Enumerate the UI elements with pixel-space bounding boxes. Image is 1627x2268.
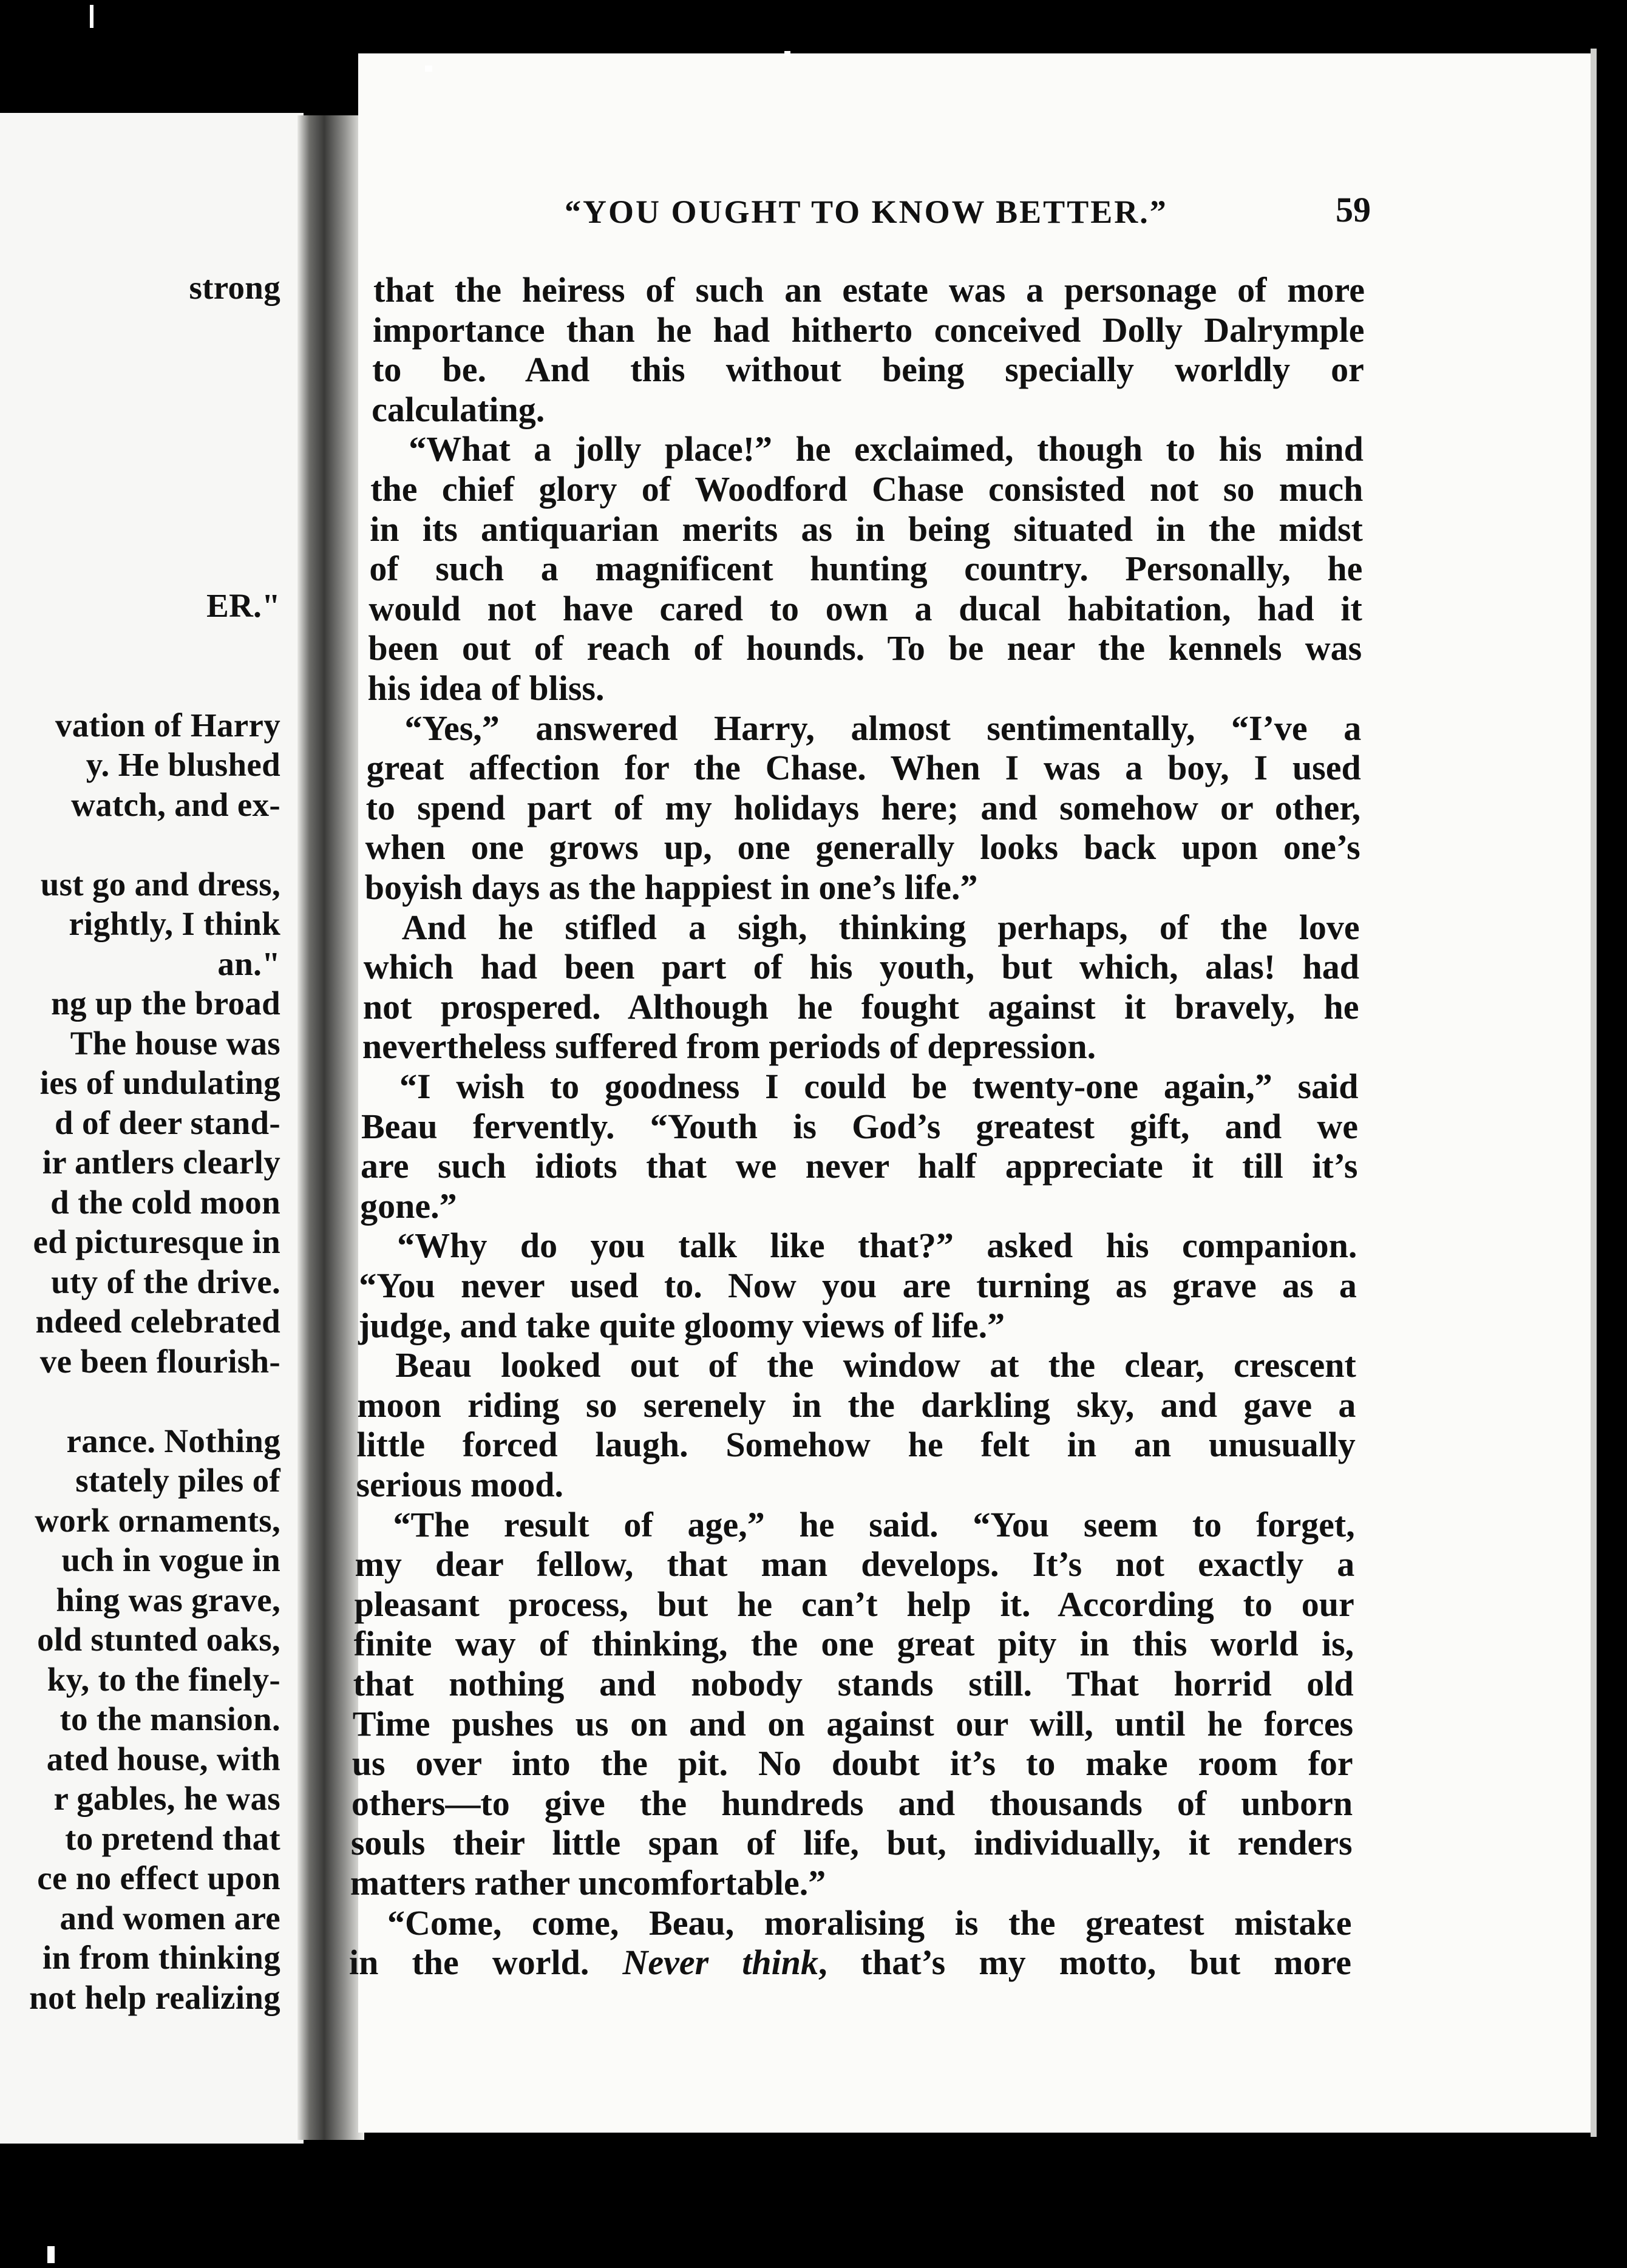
previous-page-line: strong [189, 269, 280, 306]
previous-page-line: and women are [59, 1899, 280, 1937]
scan-speck [425, 66, 432, 72]
scan-speck [90, 5, 93, 28]
body-text-line: matters rather uncomfortable.” [350, 1863, 826, 1903]
previous-page-line: ndeed celebrated [35, 1303, 280, 1340]
body-text-line: others—to give the hundreds and thousands of unborn [351, 1783, 1353, 1823]
body-text-line: to be. And this without being specially worldly or [372, 350, 1364, 390]
body-text-line: pleasant process, but he can’t help it. According to our [354, 1584, 1354, 1624]
previous-page-line: ce no effect upon [37, 1859, 280, 1896]
previous-page-line: ir antlers clearly [42, 1144, 280, 1181]
page-number: 59 [1336, 190, 1371, 229]
italic-phrase: Never think [622, 1943, 819, 1983]
body-text-line: would not have cared to own a ducal habitation, had it [369, 588, 1362, 628]
previous-page-line: rightly, I think [69, 905, 280, 942]
body-text-line: are such idiots that we never half appreciate it till it’s [361, 1146, 1358, 1186]
previous-page-line: y. He blushed [86, 746, 280, 783]
previous-page-line: uch in vogue in [61, 1541, 280, 1578]
body-text-line: which had been part of his youth, but which, alas! had [363, 947, 1360, 987]
body-text-line: “The result of age,” he said. “You seem to forget, [393, 1504, 1355, 1544]
body-text-line: of such a magnificent hunting country. Personally, he [369, 549, 1363, 589]
previous-page-line: ky, to the finely- [47, 1660, 280, 1698]
previous-page-line: to pretend that [65, 1819, 280, 1857]
previous-page-line: ng up the broad [51, 985, 280, 1022]
previous-page-line: d the cold moon [50, 1183, 280, 1221]
previous-page-line: vation of Harry [55, 706, 280, 744]
previous-page-line: ed picturesque in [33, 1223, 280, 1260]
previous-page-line: ER." [206, 587, 280, 624]
previous-page-line: old stunted oaks, [37, 1621, 280, 1658]
body-text-line: “Yes,” answered Harry, almost sentimentally, “I’ve a [404, 708, 1362, 748]
body-text-line: importance than he had hitherto conceived Dolly Dalrymple [373, 310, 1365, 350]
previous-page-line: ies of undulating [39, 1064, 280, 1101]
body-text-line: gone.” [360, 1186, 457, 1226]
body-text-line: in its antiquarian merits as in being situated in the midst [370, 509, 1363, 549]
previous-page-line: hing was grave, [56, 1581, 280, 1618]
previous-page-line: stately piles of [75, 1462, 280, 1499]
body-text-line: “Why do you talk like that?” asked his companion. [397, 1226, 1357, 1266]
previous-page-line: to the mansion. [59, 1700, 280, 1737]
previous-page-line: ated house, with [46, 1740, 280, 1777]
body-text-line: my dear fellow, that man develops. It’s not exactly a [355, 1544, 1355, 1584]
body-text-line: the chief glory of Woodford Chase consisted not so much [370, 469, 1364, 509]
previous-page-line: ve been flourish- [39, 1342, 280, 1380]
body-text-line: little forced laugh. Somehow he felt in an unusually [356, 1425, 1356, 1465]
body-text-line: “I wish to goodness I could be twenty-one again,” said [399, 1067, 1359, 1106]
previous-page-line: work ornaments, [35, 1501, 280, 1539]
body-text-line: been out of reach of hounds. To be near the kennels was [368, 628, 1362, 668]
body-text-line: boyish days as the happiest in one’s life.” [364, 867, 978, 907]
body-text-line: us over into the pit. No doubt it’s to make room for [352, 1743, 1353, 1784]
body-text-line: And he stifled a sigh, thinking perhaps, of the love [401, 907, 1360, 947]
previous-page-fragment [0, 113, 304, 2144]
body-text-line: judge, and take quite gloomy views of life.” [358, 1305, 1005, 1345]
previous-page-line: ust go and dress, [40, 865, 280, 903]
body-text-line: in the world. Never think, that’s my motto, but more [349, 1943, 1351, 1983]
previous-page-line: d of deer stand- [55, 1104, 280, 1141]
body-text-line: “You never used to. Now you are turning as grave as a [359, 1266, 1357, 1305]
body-text-line: souls their little span of life, but, individually, it renders [350, 1823, 1353, 1863]
body-text-line: Beau fervently. “Youth is God’s greatest gift, and we [361, 1106, 1358, 1146]
body-text-line: nevertheless suffered from periods of depression. [362, 1027, 1096, 1067]
body-text-line: “What a jolly place!” he exclaimed, though to his mind [409, 429, 1364, 469]
previous-page-line: in from thinking [42, 1939, 280, 1976]
page-edge [1591, 49, 1597, 2137]
body-text-line: to spend part of my holidays here; and somehow or other, [365, 787, 1361, 827]
body-text-line: Time pushes us on and on against our will, until he forces [352, 1703, 1354, 1743]
running-head: “YOU OUGHT TO KNOW BETTER.” [565, 194, 1168, 230]
body-text-line: Beau looked out of the window at the clear, crescent [395, 1345, 1356, 1385]
body-text-line: when one grows up, one generally looks back upon one’s [365, 827, 1360, 867]
previous-page-line: uty of the drive. [51, 1263, 280, 1300]
body-text-line: his idea of bliss. [367, 668, 605, 708]
body-text-line: great affection for the Chase. When I was a boy, I used [366, 748, 1361, 788]
body-text-line: not prospered. Although he fought against it bravely, he [362, 986, 1359, 1027]
previous-page-line: r gables, he was [53, 1780, 280, 1817]
previous-page-line: The house was [70, 1024, 280, 1062]
body-text-line: “Come, come, Beau, moralising is the greatest mistake [387, 1903, 1352, 1943]
scan-speck [47, 2246, 55, 2263]
body-text-line: moon riding so serenely in the darkling sky, and gave a [357, 1385, 1356, 1425]
body-text-line: that nothing and nobody stands still. That horrid old [353, 1664, 1354, 1703]
previous-page-line: watch, and ex- [71, 786, 280, 823]
body-text-line: finite way of thinking, the one great pity in this world is, [353, 1624, 1354, 1664]
scan-speck [784, 51, 790, 56]
previous-page-line: not help realizing [29, 1978, 280, 2016]
body-text-line: calculating. [372, 389, 545, 429]
previous-page-line: rance. Nothing [66, 1422, 280, 1459]
body-text-line: serious mood. [356, 1465, 564, 1504]
body-text-line: that the heiress of such an estate was a personage of more [373, 270, 1365, 310]
previous-page-line: an." [217, 945, 280, 982]
